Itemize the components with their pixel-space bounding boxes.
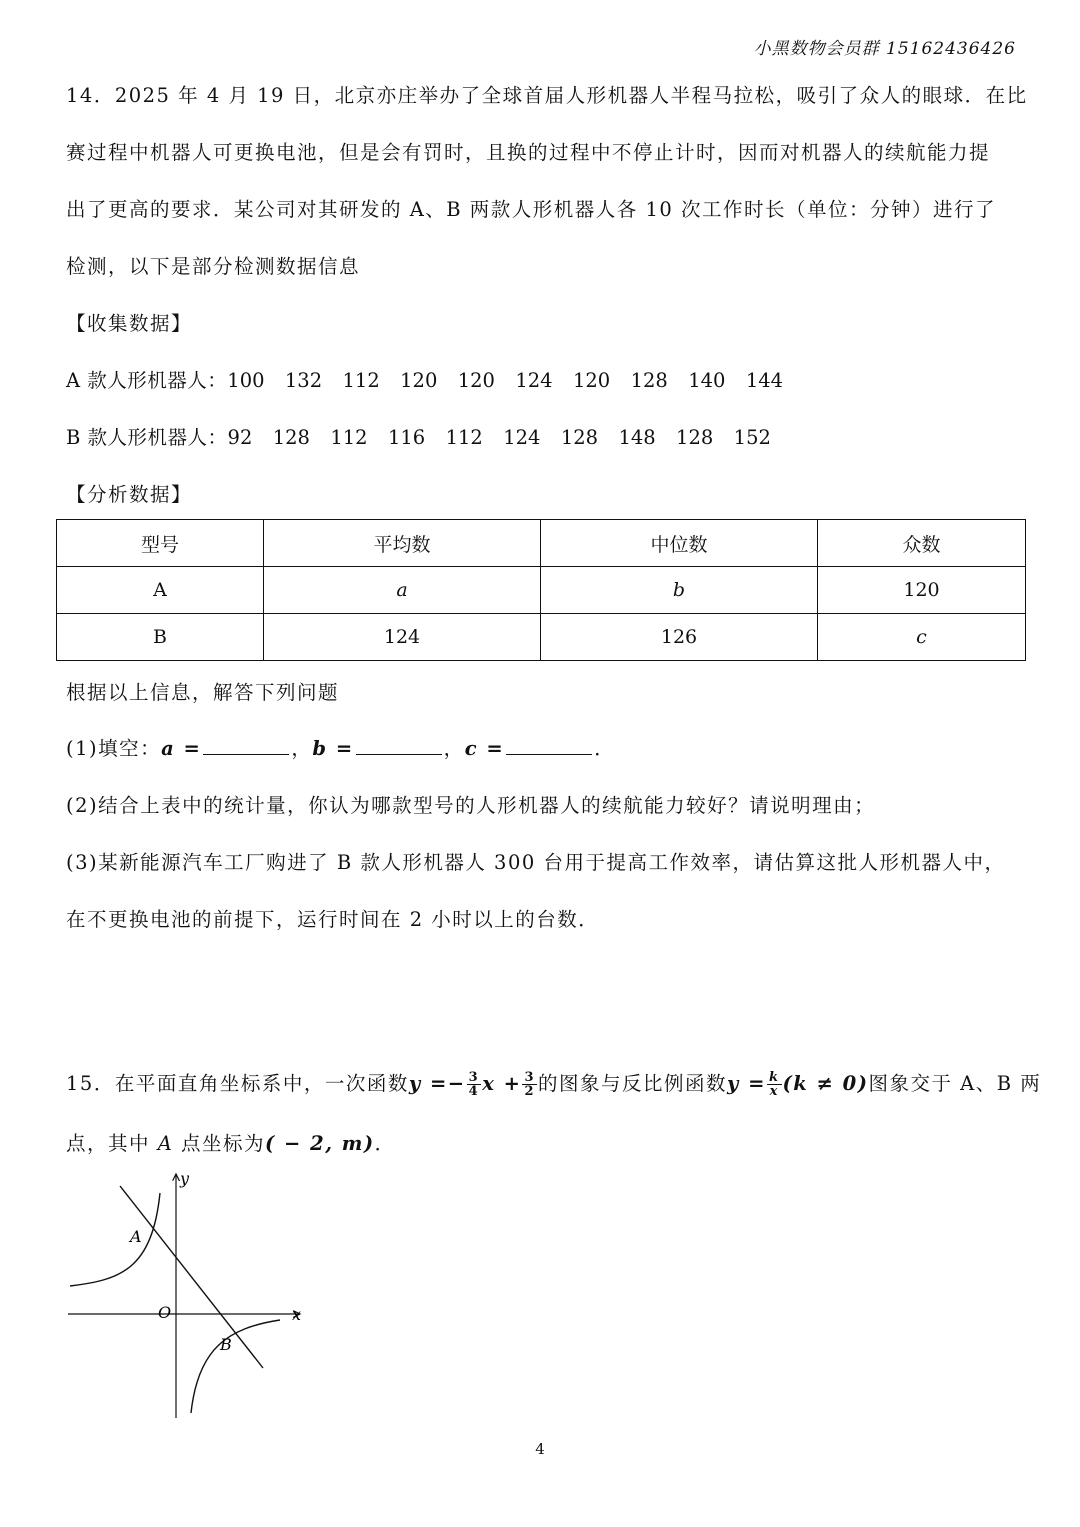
table-header-cell: 型号	[57, 520, 264, 567]
q14-part2: (2)结合上表中的统计量，你认为哪款型号的人形机器人的续航能力较好？请说明理由；	[66, 794, 876, 817]
q15-line-1	[66, 1068, 1041, 1098]
point-a-label: A	[157, 1132, 174, 1155]
part1-separator: ，	[443, 737, 465, 760]
table-cell: A	[57, 567, 264, 614]
table-header-cell: 众数	[818, 520, 1026, 567]
origin-label: O	[158, 1303, 172, 1322]
frac-num: k	[768, 1070, 780, 1085]
a-data-row	[66, 365, 783, 393]
table-header-row	[57, 520, 1026, 567]
q15-intro: 15．在平面直角坐标系中，一次函数	[66, 1072, 409, 1095]
hyperbola-lower-right	[191, 1320, 280, 1413]
q14-line-1: 14．2025 年 4 月 19 日，北京亦庄举办了全球首届人形机器人半程马拉松，吸引了众人的眼球．在比	[66, 84, 1028, 107]
table-cell: b	[541, 567, 818, 614]
answer-blank-c[interactable]	[506, 736, 592, 755]
x-axis-label: x	[292, 1305, 302, 1324]
point-a-graph-label: A	[130, 1227, 142, 1246]
a-data-values: 100 132 112 120 120 124 120 128 140 144	[227, 369, 784, 392]
q14-part1	[66, 733, 615, 761]
part1-a-label: a =	[161, 737, 202, 760]
table-cell: 124	[264, 614, 541, 661]
q14-line-2: 赛过程中机器人可更换电池，但是会有罚时，且换的过程中不停止计时，因而对机器人的续航能力提	[66, 141, 991, 164]
frac-num: 3	[524, 1070, 535, 1085]
frac-den: x	[769, 1084, 779, 1099]
k-condition: (k ≠ 0)	[782, 1072, 869, 1095]
table-cell: a	[264, 567, 541, 614]
b-data-values: 92 128 112 116 112 124 128 148 128 152	[227, 426, 771, 449]
fraction-3-4	[467, 1071, 482, 1098]
q15-line-2	[66, 1128, 396, 1156]
table-cell: 120	[818, 567, 1026, 614]
fraction-k-x	[767, 1071, 782, 1098]
q14-part3-line1: (3)某新能源汽车工厂购进了 B 款人形机器人 300 台用于提高工作效率，请估算这批人形机器人中，	[66, 851, 1006, 874]
q14-part3-line2: 在不更换电池的前提下，运行时间在 2 小时以上的台数．	[66, 908, 600, 931]
point-a-coordinates: ( − 2, m)	[265, 1132, 375, 1155]
part1-prefix: (1)填空：	[66, 737, 162, 760]
fraction-3-2	[522, 1071, 537, 1098]
table-row	[57, 567, 1026, 614]
frac-num: 3	[468, 1070, 480, 1085]
q15-line2-pre: 点，其中	[66, 1132, 158, 1155]
answer-blank-b[interactable]	[356, 736, 442, 755]
hyperbola-upper-left	[70, 1193, 160, 1286]
a-data-label: A 款人形机器人：	[66, 369, 228, 392]
page-header-watermark: 小黑数物会员群 15162436426	[753, 39, 1016, 59]
table-header-cell: 平均数	[264, 520, 541, 567]
page-number: 4	[535, 1440, 545, 1458]
table-cell: 126	[541, 614, 818, 661]
b-data-row	[66, 422, 771, 450]
y-axis-label: y	[180, 1169, 190, 1188]
part1-b-label: b =	[312, 737, 354, 760]
linear-y: y =−	[408, 1072, 466, 1095]
point-b-graph-label: B	[220, 1335, 232, 1354]
q14-line-4: 检测，以下是部分检测数据信息	[66, 255, 361, 278]
q15-mid: 的图象与反比例函数	[538, 1072, 728, 1095]
q15-line2-end: ．	[374, 1132, 396, 1155]
frac-den: 4	[468, 1084, 480, 1099]
inverse-y: y =	[727, 1072, 766, 1095]
function-graph	[60, 1168, 320, 1428]
q15-line2-mid: 点坐标为	[173, 1132, 265, 1155]
statistics-table	[56, 519, 1026, 661]
part1-c-label: c =	[464, 737, 505, 760]
table-cell: c	[818, 614, 1026, 661]
q15-tail: 图象交于 A、B 两	[868, 1072, 1042, 1095]
table-cell: B	[57, 614, 264, 661]
collect-data-title: 【收集数据】	[66, 312, 193, 335]
q14-line-3: 出了更高的要求．某公司对其研发的 A、B 两款人形机器人各 10 次工作时长（单位：分钟）进行了	[66, 198, 997, 221]
frac-den: 2	[524, 1084, 535, 1099]
part1-separator: ，	[291, 737, 313, 760]
analyze-data-title: 【分析数据】	[66, 483, 193, 506]
linear-function-line	[120, 1186, 263, 1368]
table-header-cell: 中位数	[541, 520, 818, 567]
b-data-label: B 款人形机器人：	[66, 426, 228, 449]
answer-blank-a[interactable]	[203, 736, 289, 755]
linear-x: x +	[482, 1072, 522, 1095]
part1-end: ．	[594, 737, 616, 760]
table-row	[57, 614, 1026, 661]
q14-prompt: 根据以上信息，解答下列问题	[66, 681, 340, 704]
